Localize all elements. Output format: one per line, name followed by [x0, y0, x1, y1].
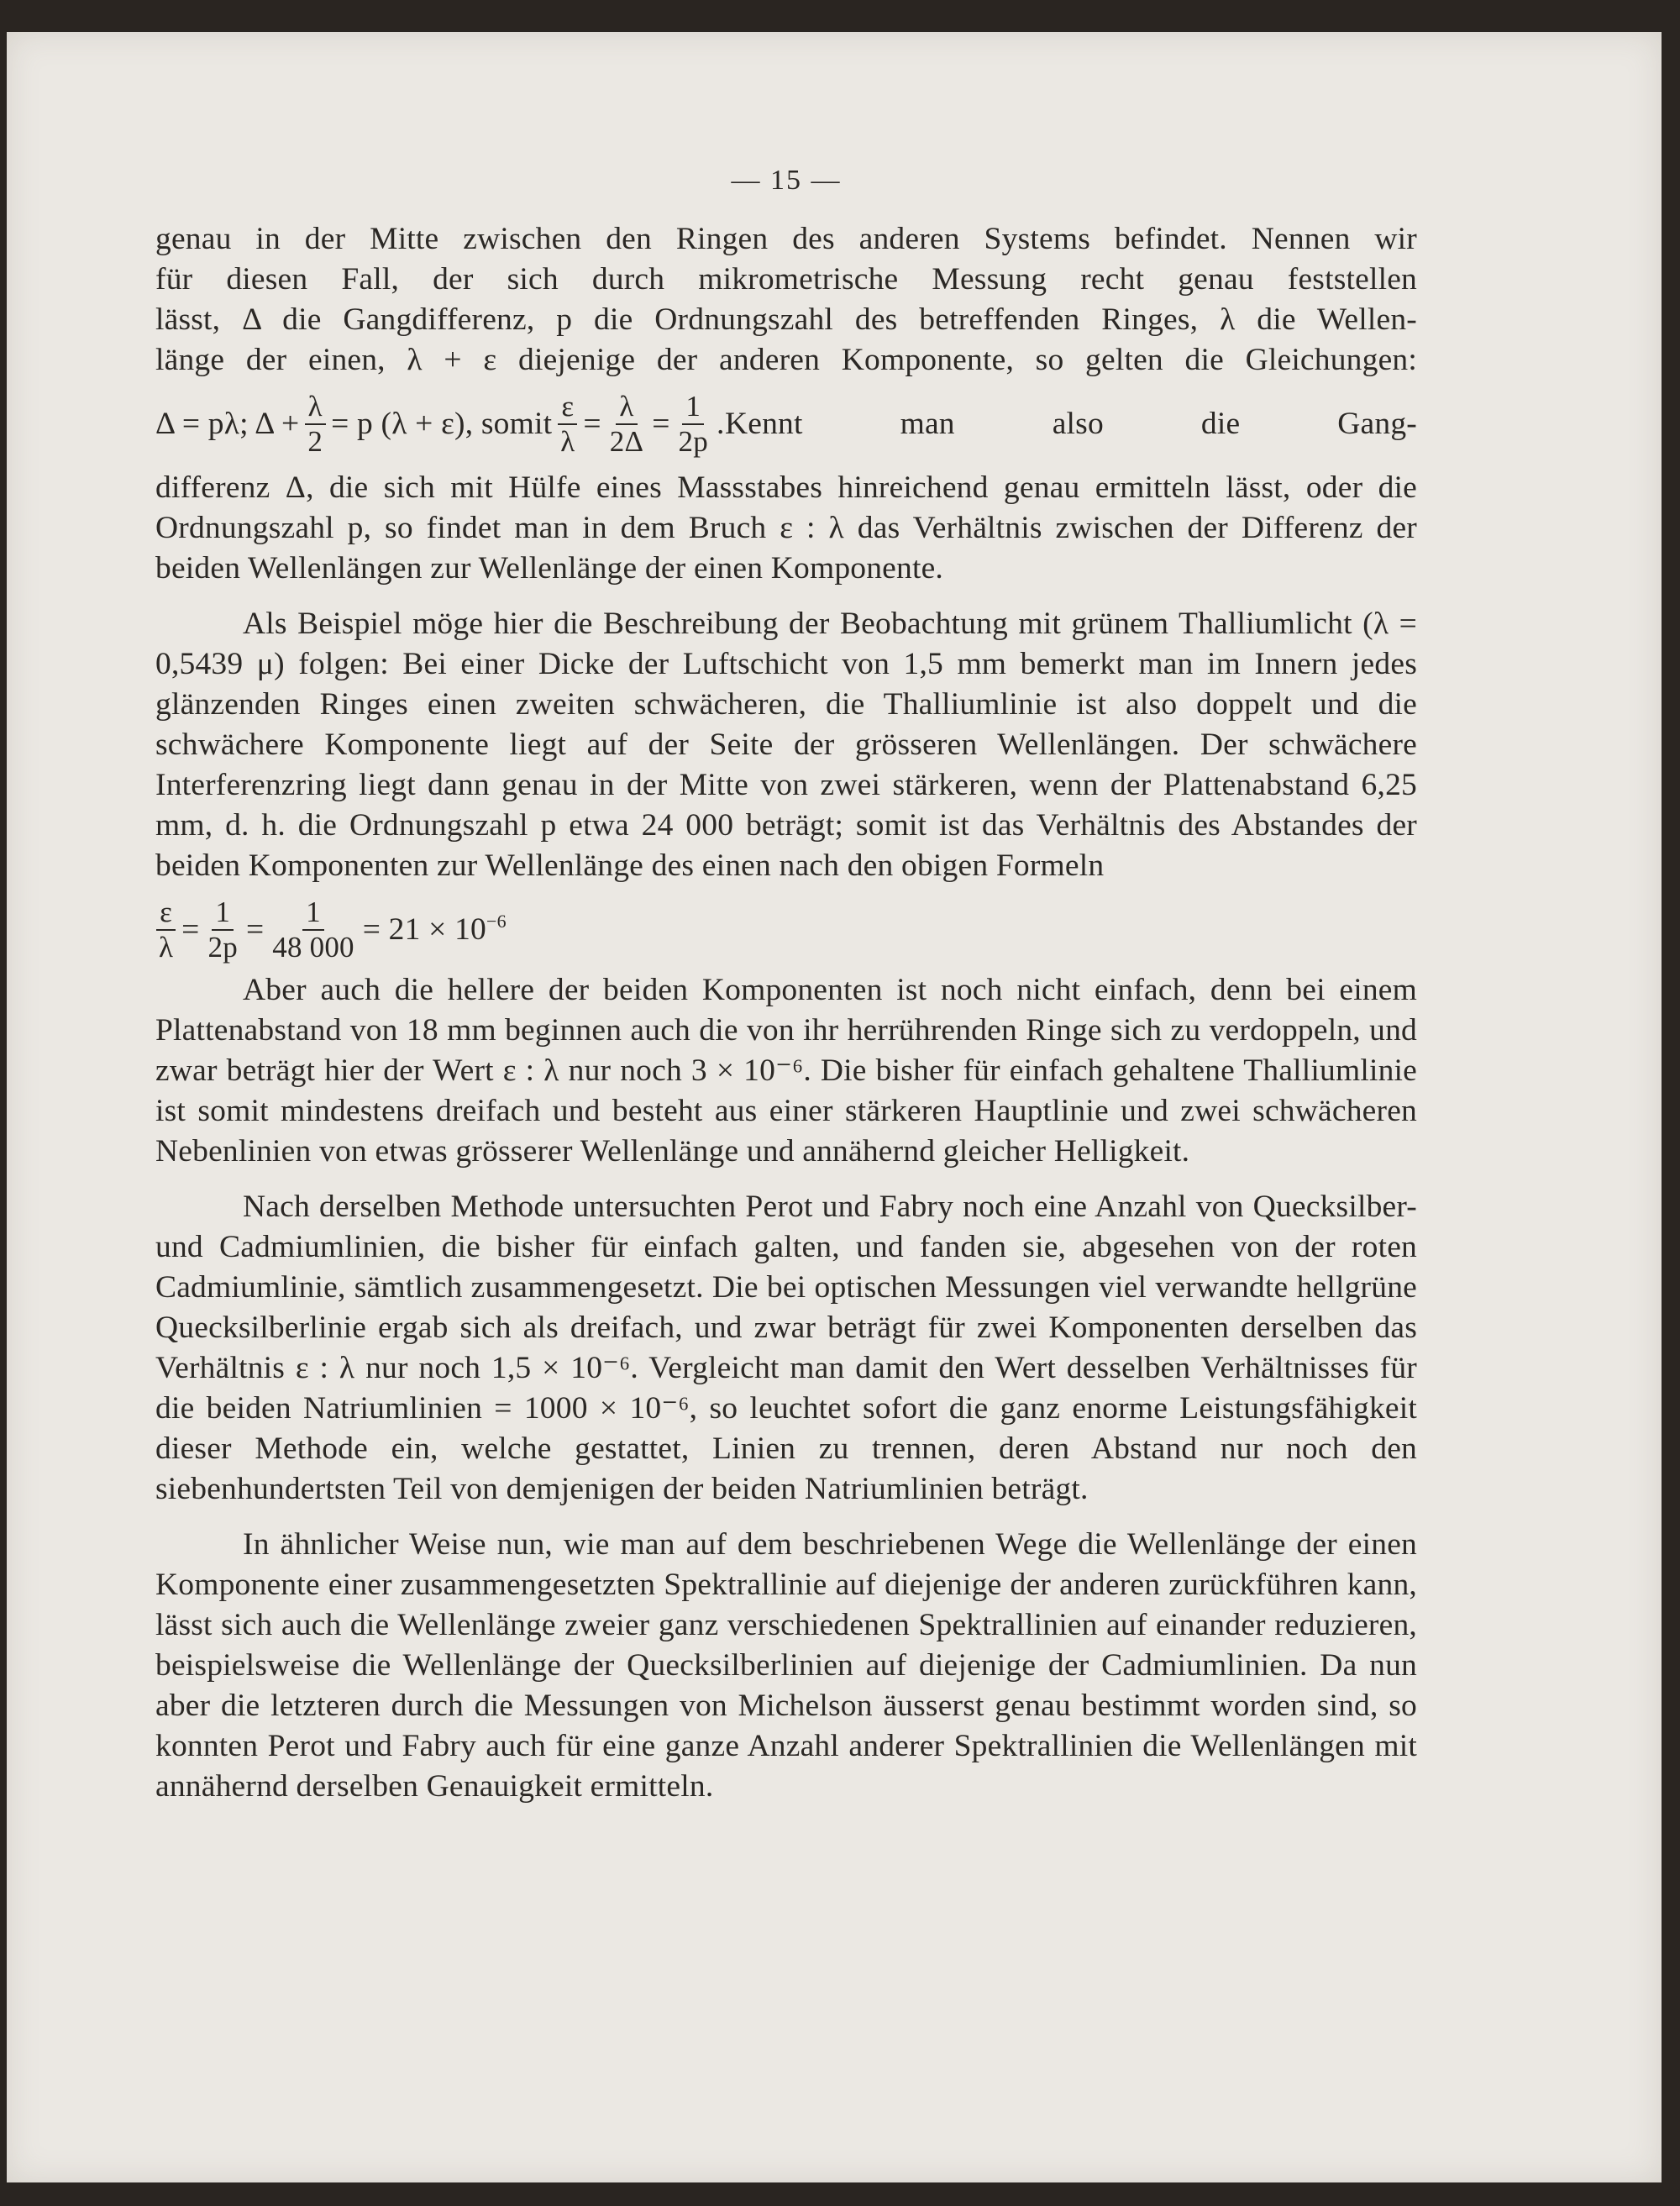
equation-lhs: Δ = pλ; Δ +: [155, 407, 300, 441]
equation-middle: = p (λ + ε), somit: [331, 407, 553, 441]
page-number: — 15 —: [731, 165, 842, 196]
fraction-numerator: ε: [156, 896, 176, 931]
fraction-lambda-2delta: [606, 390, 647, 459]
fraction-numerator: 1: [212, 896, 234, 931]
page-text: [155, 155, 1417, 1807]
paragraph-3: Aber auch die hellere der beiden Komponenten ist noch nicht einfach, denn bei einem Plattenabstand von 18 mm beginnen auch die von ihr herrührenden Ringe sich zu verdoppeln, und zwar beträgt hier der Wert ε : λ nur noch 3 × 10⁻⁶. Die bisher für einfach gehaltene Thalliumlinie ist somit mindestens dreifach und besteht aus einer stärkeren Hauptlinie und zwei schwächeren Nebenlinien von etwas grösserer Wellenlänge und annähernd gleicher Helligkeit.: [155, 973, 1417, 1169]
equation-result: = $21 \times 10^{-6}$: [362, 911, 507, 947]
fraction-denominator: 2Δ: [609, 425, 644, 458]
fraction-numerator: λ: [305, 390, 326, 425]
fraction-denominator: 2: [307, 425, 323, 458]
fraction-numerator: λ: [616, 390, 637, 425]
fraction-denominator: λ: [560, 425, 575, 458]
equation-gangdifferenz: Δ = pλ; Δ + $\frac{\lambda}{2}$ = p (λ + ε), somit $\frac{\varepsilon}{\lambda}$ = $\frac{\lambda}{2\Delta}$ = $\frac{1}{2p}$ . Kennt man also die Gang-: [155, 390, 1417, 458]
fraction-one-2p: [205, 896, 241, 964]
fraction-one-2p: [675, 390, 711, 459]
scan-edge: [1662, 0, 1680, 2206]
fraction-denominator: 2p: [678, 425, 708, 458]
fraction-denominator: λ: [159, 931, 174, 964]
equation-ratio: $\frac{\varepsilon}{\lambda}$ = $\frac{1}{2p}$ = $\frac{1}{48 000}$ = $21 \times 10^{-6}$: [155, 890, 1417, 970]
paragraph-1-line-2: für diesen Fall, der sich durch mikrometrische Messung recht genau feststellen: [155, 262, 1417, 297]
paragraph-5: In ähnlicher Weise nun, wie man auf dem beschriebenen Wege die Wellenlänge der einen Komponente einer zusammengesetzten Spektrallinie auf diejenige der anderen zurückführen kann, lässt sich auch die Wellenlänge zweier ganz verschiedenen Spektrallinien auf einander reduzieren, beispielsweise die Wellenlänge der Quecksilberlinien auf diejenige der Cadmiumlinien. Da nun aber die letzteren durch die Messungen von Michelson äusserst genau bestimmt worden sind, so konnten Perot und Fabry auch für eine ganze Anzahl anderer Spektrallinien die Wellenlängen mit annähernd derselben Genauigkeit ermitteln.: [155, 1527, 1417, 1804]
paragraph-1-line-1: genau in der Mitte zwischen den Ringen des anderen Systems befindet. Nennen wir: [155, 222, 1417, 256]
exponent: −6: [486, 911, 507, 932]
fraction-numerator: ε: [558, 390, 577, 425]
fraction-denominator: 48 000: [272, 931, 354, 964]
equation-tail-text: Kennt man also die Gang-: [724, 407, 1417, 441]
paragraph-2: Als Beispiel möge hier die Beschreibung der Beobachtung mit grünem Thalliumlicht (λ = 0,5439 μ) folgen: Bei einer Dicke der Luftschicht von 1,5 mm bemerkt man im Innern jedes glänzenden Ringes einen zweiten schwächeren, die Thalliumlinie ist also doppelt und die schwächere Komponente liegt auf der Seite der grösseren Wellenlängen. Der schwächere Interferenzring liegt dann genau in der Mitte von zwei stärkeren, wenn der Plattenabstand 6,25 mm, d. h. die Ordnungszahl p etwa 24 000 beträgt; somit ist das Verhältnis des Abstandes der beiden Komponenten zur Wellenlänge des einen nach den obigen Formeln: [155, 607, 1417, 883]
fraction-numerator: 1: [682, 390, 704, 425]
paragraph-1-rest: differenz Δ, die sich mit Hülfe eines Massstabes hinreichend genau ermitteln lässt, oder die Ordnungszahl p, so findet man in dem Bruch ε : λ das Verhältnis zwischen der Differenz der beiden Wellenlängen zur Wellenlänge der einen Komponente.: [155, 470, 1417, 586]
fraction-epsilon-lambda: [557, 390, 578, 459]
fraction-lambda-half: [304, 390, 326, 459]
fraction-numerator: 1: [302, 896, 324, 931]
fraction-one-48000: [269, 896, 357, 964]
fraction-denominator: 2p: [207, 931, 238, 964]
paragraph-1-line-4: länge der einen, λ + ε diejenige der anderen Komponente, so gelten die Gleichungen:: [155, 343, 1417, 377]
paragraph-4: Nach derselben Methode untersuchten Perot und Fabry noch eine Anzahl von Quecksilber- und Cadmiumlinien, die bisher für einfach galten, und fanden sie, abgesehen von der roten Cadmiumlinie, sämtlich zusammengesetzt. Die bei optischen Messungen viel verwandte hellgrüne Quecksilberlinie ergab sich als dreifach, und zwar beträgt für zwei Komponenten derselben das Verhältnis ε : λ nur noch 1,5 × 10⁻⁶. Vergleicht man damit den Wert desselben Verhältnisses für die beiden Natriumlinien = 1000 × 10⁻⁶, so leuchtet sofort die ganz enorme Leistungsfähigkeit dieser Methode ein, welche gestattet, Linien zu trennen, deren Abstand nur noch den siebenhundertsten Teil von demjenigen der beiden Natriumlinien beträgt.: [155, 1190, 1417, 1506]
paragraph-1-line-3: lässt, Δ die Gangdifferenz, p die Ordnungszahl des betreffenden Ringes, λ die Wellen-: [155, 302, 1417, 337]
equals-sign: =: [652, 407, 670, 441]
fraction-epsilon-lambda: [155, 896, 176, 964]
equals-sign: =: [583, 407, 601, 441]
